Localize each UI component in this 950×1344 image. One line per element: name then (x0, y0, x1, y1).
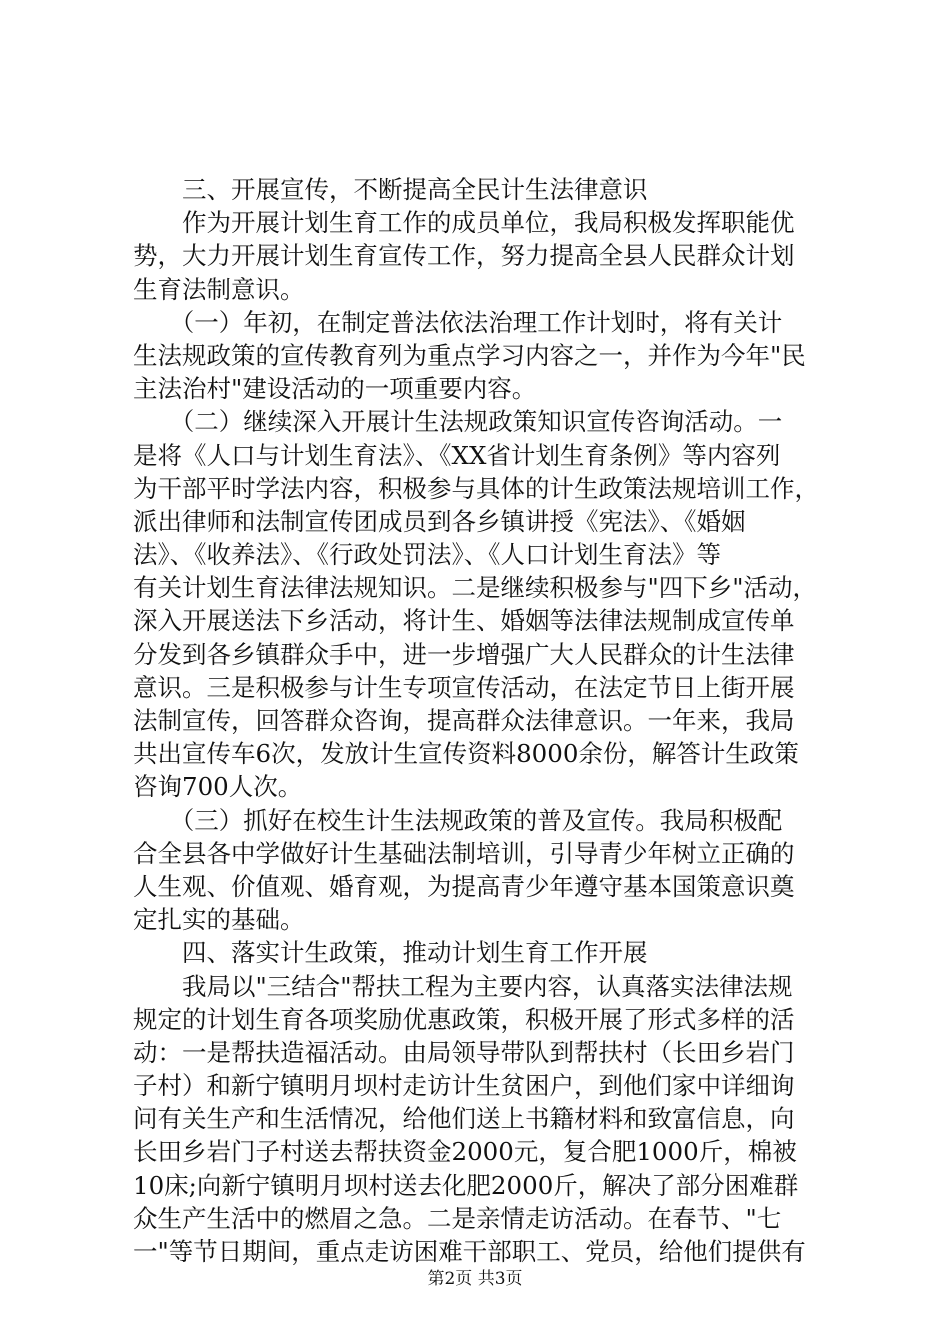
text-line: 是将《人口与计划生育法》、《XX省计划生育条例》等内容列 (133, 440, 781, 470)
text-line: 势，大力开展计划生育宣传工作，努力提高全县人民群众计划 (133, 241, 795, 271)
text-line: （二）继续深入开展计生法规政策知识宣传咨询活动。一 (133, 407, 783, 437)
text-line: （三）抓好在校生计生法规政策的普及宣传。我局积极配 (133, 805, 783, 835)
text-line: 主法治村"建设活动的一项重要内容。 (133, 374, 537, 404)
text-line: 人生观、价值观、婚育观，为提高青少年遵守基本国策意识奠 (133, 871, 795, 901)
text-line: 我局以"三结合"帮扶工程为主要内容，认真落实法律法规 (133, 971, 793, 1001)
text-line: 长田乡岩门子村送去帮扶资金2000元，复合肥1000斤，棉被 (133, 1137, 797, 1167)
text-line: 一"等节日期间，重点走访困难干部职工、党员，给他们提供有 (133, 1237, 806, 1266)
text-line: 规定的计划生育各项奖励优惠政策，积极开展了形式多样的活 (133, 1004, 795, 1034)
text-line: 意识。三是积极参与计生专项宣传活动，在法定节日上街开展 (133, 672, 795, 702)
text-line: 动：一是帮扶造福活动。由局领导带队到帮扶村（长田乡岩门 (133, 1037, 795, 1067)
text-line: 子村）和新宁镇明月坝村走访计生贫困户，到他们家中详细询 (133, 1071, 795, 1101)
document-body (133, 173, 833, 1268)
page-footer: 第2页 共3页 (427, 1269, 523, 1289)
text-line: 法》、《收养法》、《行政处罚法》、《人口计划生育法》等 (133, 540, 721, 570)
text-line: 生法规政策的宣传教育列为重点学习内容之一，并作为今年"民 (133, 340, 806, 370)
text-line: 深入开展送法下乡活动，将计生、婚姻等法律法规制成宣传单 (133, 606, 795, 636)
text-line: 10床;向新宁镇明月坝村送去化肥2000斤，解决了部分困难群 (133, 1170, 799, 1200)
text-line: 为干部平时学法内容，积极参与具体的计生政策法规培训工作， (133, 473, 819, 503)
text-line: 作为开展计划生育工作的成员单位，我局积极发挥职能优 (133, 208, 795, 238)
text-line: 生育法制意识。 (133, 274, 305, 304)
text-line: （一）年初，在制定普法依法治理工作计划时，将有关计 (133, 307, 783, 337)
text-line: 有关计划生育法律法规知识。二是继续积极参与"四下乡"活动， (133, 573, 818, 603)
text-line: 众生产生活中的燃眉之急。二是亲情走访活动。在春节、"七 (133, 1203, 782, 1233)
text-line: 法制宣传，回答群众咨询，提高群众法律意识。一年来，我局 (133, 706, 795, 735)
text-line: 分发到各乡镇群众手中，进一步增强广大人民群众的计生法律 (133, 639, 795, 669)
text-line: 三、开展宣传，不断提高全民计生法律意识 (133, 175, 648, 204)
text-line: 咨询700人次。 (133, 772, 303, 802)
text-line: 合全县各中学做好计生基础法制培训，引导青少年树立正确的 (133, 838, 795, 868)
text-line: 问有关生产和生活情况，给他们送上书籍材料和致富信息，向 (133, 1104, 795, 1134)
text-line: 四、落实计生政策，推动计划生育工作开展 (133, 938, 648, 968)
text-line: 定扎实的基础。 (133, 905, 305, 935)
text-line: 派出律师和法制宣传团成员到各乡镇讲授《宪法》、《婚姻 (133, 506, 746, 536)
text-line: 共出宣传车6次，发放计生宣传资料8000余份，解答计生政策 (133, 739, 799, 769)
